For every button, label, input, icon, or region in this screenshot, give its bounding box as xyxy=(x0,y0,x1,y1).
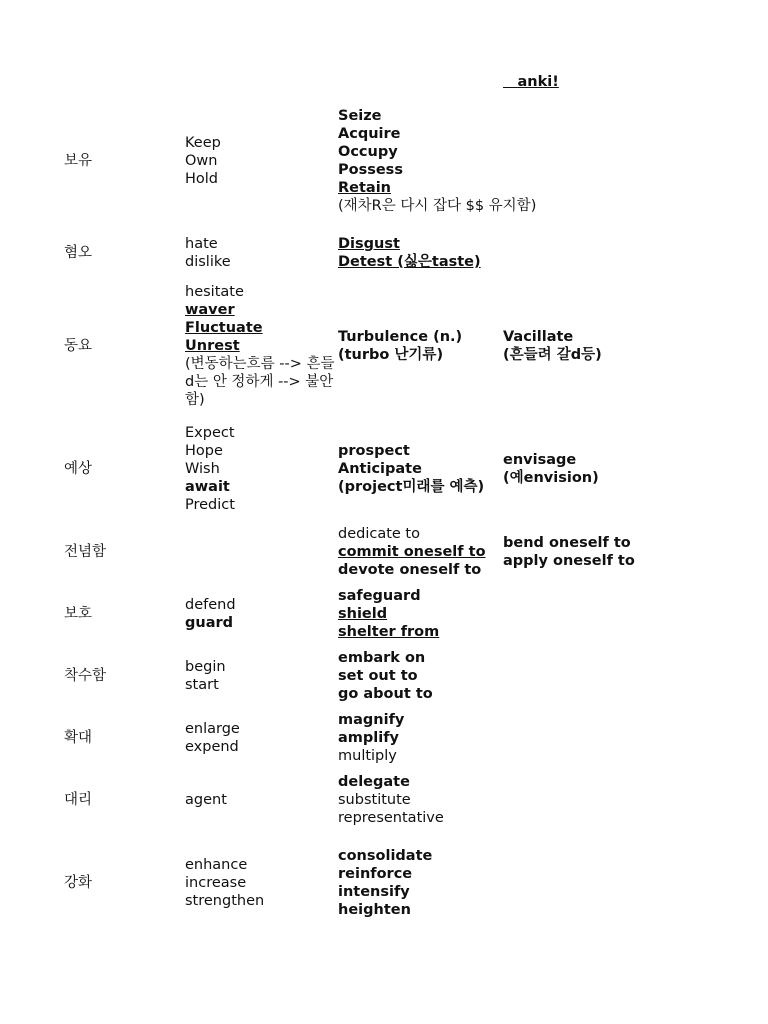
cell-col4 xyxy=(503,451,743,487)
col2-word: start xyxy=(185,677,219,693)
col3-word: multiply xyxy=(338,748,397,764)
col3-word: set out to xyxy=(338,668,418,684)
col3-word: (turbo 난기류) xyxy=(338,347,444,363)
col2-word: Hope xyxy=(185,443,223,459)
col3-word: representative xyxy=(338,810,444,826)
col2-word: (변동하는흐름 --> 흔들d는 안 정하게 --> 불안함) xyxy=(185,356,335,408)
col2-word: Expect xyxy=(185,425,235,441)
col3-word: substitute xyxy=(338,792,411,808)
cell-col2 xyxy=(185,720,335,756)
col3-word: delegate xyxy=(338,774,410,790)
col2-word: dislike xyxy=(185,254,231,270)
col3-word: Disgust xyxy=(338,236,400,252)
col2-word: Hold xyxy=(185,171,219,187)
col3-word: Retain xyxy=(338,180,392,196)
col3-word: shield xyxy=(338,606,388,622)
col2-word: expend xyxy=(185,739,239,755)
col2-word: waver xyxy=(185,302,235,318)
korean-term: 전념함 xyxy=(64,544,107,560)
col2-word: Wish xyxy=(185,461,220,477)
korean-term: 착수함 xyxy=(64,668,107,684)
col2-word: Fluctuate xyxy=(185,320,263,336)
col3-word: (재차R은 다시 잡다 $$ 유지함) xyxy=(338,198,537,214)
col2-word: Unrest xyxy=(185,338,240,354)
korean-term: 보호 xyxy=(64,606,93,622)
cell-col3 xyxy=(338,328,498,364)
cell-col3 xyxy=(338,711,498,765)
col2-word: enhance xyxy=(185,857,248,873)
col3-word: embark on xyxy=(338,650,426,666)
col4-word: (흔들려 갈d등) xyxy=(503,347,602,363)
col2-word: Keep xyxy=(185,135,221,151)
cell-col4 xyxy=(503,328,743,364)
cell-col2 xyxy=(185,283,335,409)
col3-word: (project미래를 예측) xyxy=(338,479,485,495)
korean-term: 강화 xyxy=(64,875,93,891)
cell-col2 xyxy=(185,791,335,809)
col4-word: bend oneself to xyxy=(503,535,631,551)
cell-col3 xyxy=(338,773,498,827)
cell-col2 xyxy=(185,424,335,514)
cell-col3 xyxy=(338,847,498,919)
col2-word: guard xyxy=(185,615,234,631)
col2-word: enlarge xyxy=(185,721,240,737)
col2-word: agent xyxy=(185,792,227,808)
col3-word: Detest (싫은taste) xyxy=(338,254,481,270)
korean-term: 예상 xyxy=(64,461,93,477)
cell-col3 xyxy=(338,107,537,215)
col3-word: amplify xyxy=(338,730,399,746)
cell-col2 xyxy=(185,658,335,694)
col4-word: Vacillate xyxy=(503,329,574,345)
col2-word: hate xyxy=(185,236,218,252)
col2-word: increase xyxy=(185,875,247,891)
cell-col4 xyxy=(503,534,743,570)
anki-note: anki! xyxy=(503,74,559,90)
cell-col3 xyxy=(338,649,498,703)
cell-col2 xyxy=(185,134,335,188)
col2-word: await xyxy=(185,479,230,495)
col2-word: strengthen xyxy=(185,893,265,909)
cell-col3 xyxy=(338,525,498,579)
cell-col3 xyxy=(338,442,498,496)
col2-word: hesitate xyxy=(185,284,244,300)
col3-word: Occupy xyxy=(338,144,398,160)
col2-word: defend xyxy=(185,597,236,613)
col3-word: Acquire xyxy=(338,126,401,142)
cell-col3 xyxy=(338,235,498,271)
col3-word: safeguard xyxy=(338,588,421,604)
col3-word: Possess xyxy=(338,162,403,178)
col3-word: heighten xyxy=(338,902,411,918)
korean-term: 보유 xyxy=(64,153,93,169)
col3-word: Seize xyxy=(338,108,382,124)
col4-word: (예envision) xyxy=(503,470,599,486)
col3-word: dedicate to xyxy=(338,526,420,542)
cell-col2 xyxy=(185,596,335,632)
col3-word: go about to xyxy=(338,686,433,702)
korean-term: 혐오 xyxy=(64,245,93,261)
col3-word: magnify xyxy=(338,712,405,728)
korean-term: 대리 xyxy=(64,792,93,808)
col4-word: apply oneself to xyxy=(503,553,635,569)
col2-word: Own xyxy=(185,153,218,169)
col3-word: Anticipate xyxy=(338,461,422,477)
col3-word: reinforce xyxy=(338,866,413,882)
col3-word: devote oneself to xyxy=(338,562,482,578)
cell-col3 xyxy=(338,587,498,641)
cell-col2 xyxy=(185,235,335,271)
col4-word: envisage xyxy=(503,452,577,468)
korean-term: 동요 xyxy=(64,338,93,354)
col2-word: begin xyxy=(185,659,226,675)
col3-word: prospect xyxy=(338,443,410,459)
col3-word: consolidate xyxy=(338,848,433,864)
col3-word: intensify xyxy=(338,884,410,900)
cell-col2 xyxy=(185,856,335,910)
col3-word: shelter from xyxy=(338,624,440,640)
col3-word: Turbulence (n.) xyxy=(338,329,463,345)
korean-term: 확대 xyxy=(64,730,93,746)
col2-word: Predict xyxy=(185,497,235,513)
col3-word: commit oneself to xyxy=(338,544,486,560)
